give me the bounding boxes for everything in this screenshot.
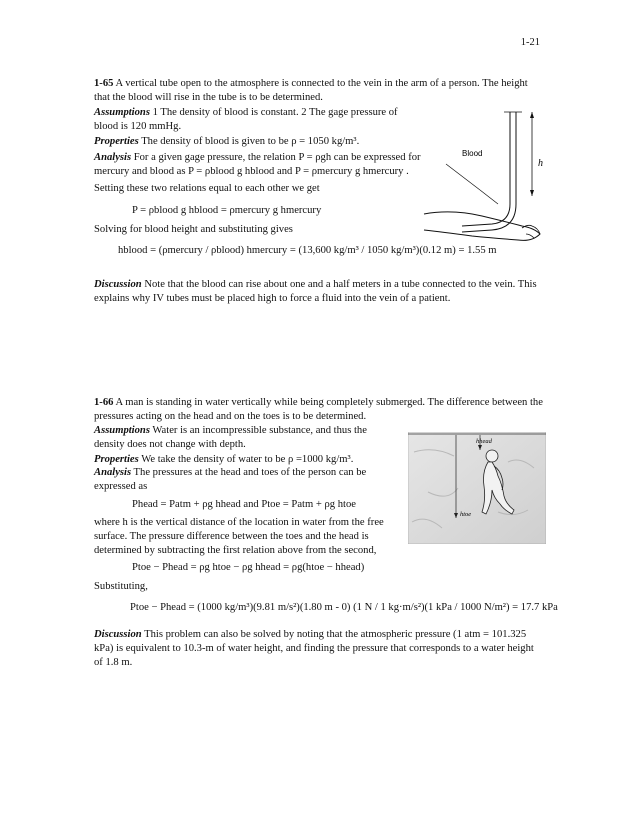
height-arrow-top (530, 112, 534, 118)
analysis-label: Analysis (94, 467, 132, 478)
arm-outline (424, 212, 540, 240)
analysis-text: The pressures at the head and toes of the person can be expressed as (94, 467, 367, 492)
equation-166-1: Phead = Patm + ρg hhead and Ptoe = Patm + ρg htoe (132, 499, 356, 510)
page-number: 1-21 (520, 37, 540, 48)
problem-166-label: 1-66 (94, 397, 114, 408)
analysis-text: For a given gage pressure, the relation P = ρgh can be expressed for mercury and blood as P = ρblood g hblood and P = ρmercury g hmercury . (94, 152, 421, 177)
properties-text: We take the density of water to be ρ =1000 kg/m³. (138, 454, 354, 465)
problem-166-properties (94, 453, 394, 467)
discussion-label: Discussion (94, 279, 142, 290)
tube-curve-inner (462, 204, 510, 226)
figure-hhead-label: hhead (476, 438, 492, 445)
problem-166-substituting: Substituting, (94, 581, 148, 592)
problem-165-intro (94, 77, 544, 105)
problem-166-intro-text: A man is standing in water vertically while being completely submerged. The difference between the pressures acting on the head and on the toes is to be determined. (94, 397, 543, 422)
properties-label: Properties (94, 136, 139, 147)
assumptions-text: Water is an incompressible substance, and thus the density does not change with depth. (94, 425, 367, 450)
problem-165-properties (94, 135, 424, 149)
assumptions-text: 1 The density of blood is constant. 2 The gage pressure of blood is 120 mmHg. (94, 107, 398, 132)
problem-165-intro-text: A vertical tube open to the atmosphere is connected to the vein in the arm of a person. The height that the blood will rise in the tube is to be determined. (94, 78, 528, 103)
discussion-text: Note that the blood can rise about one and a half meters in a tube connected to the vein. This explains why IV tubes must be placed high to force a fluid into the vein of a patient. (94, 279, 537, 304)
blood-tube-figure (422, 104, 562, 246)
figure-blood-label: Blood (462, 149, 483, 158)
height-arrow-bottom (530, 190, 534, 196)
figure-h-label: h (538, 158, 543, 169)
problem-165-label: 1-65 (94, 78, 114, 89)
assumptions-label: Assumptions (94, 425, 150, 436)
problem-165-assumptions (94, 106, 424, 134)
analysis-label: Analysis (94, 152, 132, 163)
problem-165-analysis-2: Setting these two relations equal to each other we get (94, 183, 320, 194)
problem-166-analysis-2: where h is the vertical distance of the location in water from the free surface. The pressure difference between the toes and the head is determined by subtracting the first relation above from the second, (94, 517, 384, 556)
assumptions-label: Assumptions (94, 107, 150, 118)
problem-165-solving: Solving for blood height and substituting gives (94, 224, 293, 235)
blood-pointer-line (446, 164, 480, 190)
problem-166-intro (94, 396, 544, 424)
discussion-label: Discussion (94, 629, 142, 640)
problem-165-analysis (94, 151, 424, 179)
discussion-text: This problem can also be solved by noting that the atmospheric pressure (1 atm = 101.325 kPa) is equivalent to 10.3-m of water height, and finding the pressure that corresponds to a water height of 1.8 m. (94, 629, 534, 668)
properties-text: The density of blood is given to be ρ = 1050 kg/m³. (138, 136, 360, 147)
equation-166-3: Ptoe − Phead = (1000 kg/m³)(9.81 m/s²)(1.80 m - 0) (1 N / 1 kg·m/s²)(1 kPa / 1000 N/m²) = 17.7 kPa (130, 602, 558, 613)
equation-166-2: Ptoe − Phead = ρg htoe − ρg hhead = ρg(htoe − hhead) (132, 562, 365, 573)
equation-165-1: P = ρblood g hblood = ρmercury g hmercury (132, 205, 322, 216)
blood-pointer-line-2 (480, 190, 498, 204)
water-region (408, 432, 546, 544)
equation-165-2: hblood = (ρmercury / ρblood) hmercury = (13,600 kg/m³ / 1050 kg/m³)(0.12 m) = 1.55 m (118, 245, 497, 256)
submerged-man-figure (408, 432, 546, 544)
properties-label: Properties (94, 454, 139, 465)
problem-165-discussion (94, 278, 544, 306)
problem-166-discussion (94, 628, 544, 670)
problem-166-analysis (94, 466, 394, 494)
man-head (486, 450, 498, 462)
problem-166-assumptions (94, 424, 394, 452)
figure-htoe-label: htoe (460, 511, 472, 518)
